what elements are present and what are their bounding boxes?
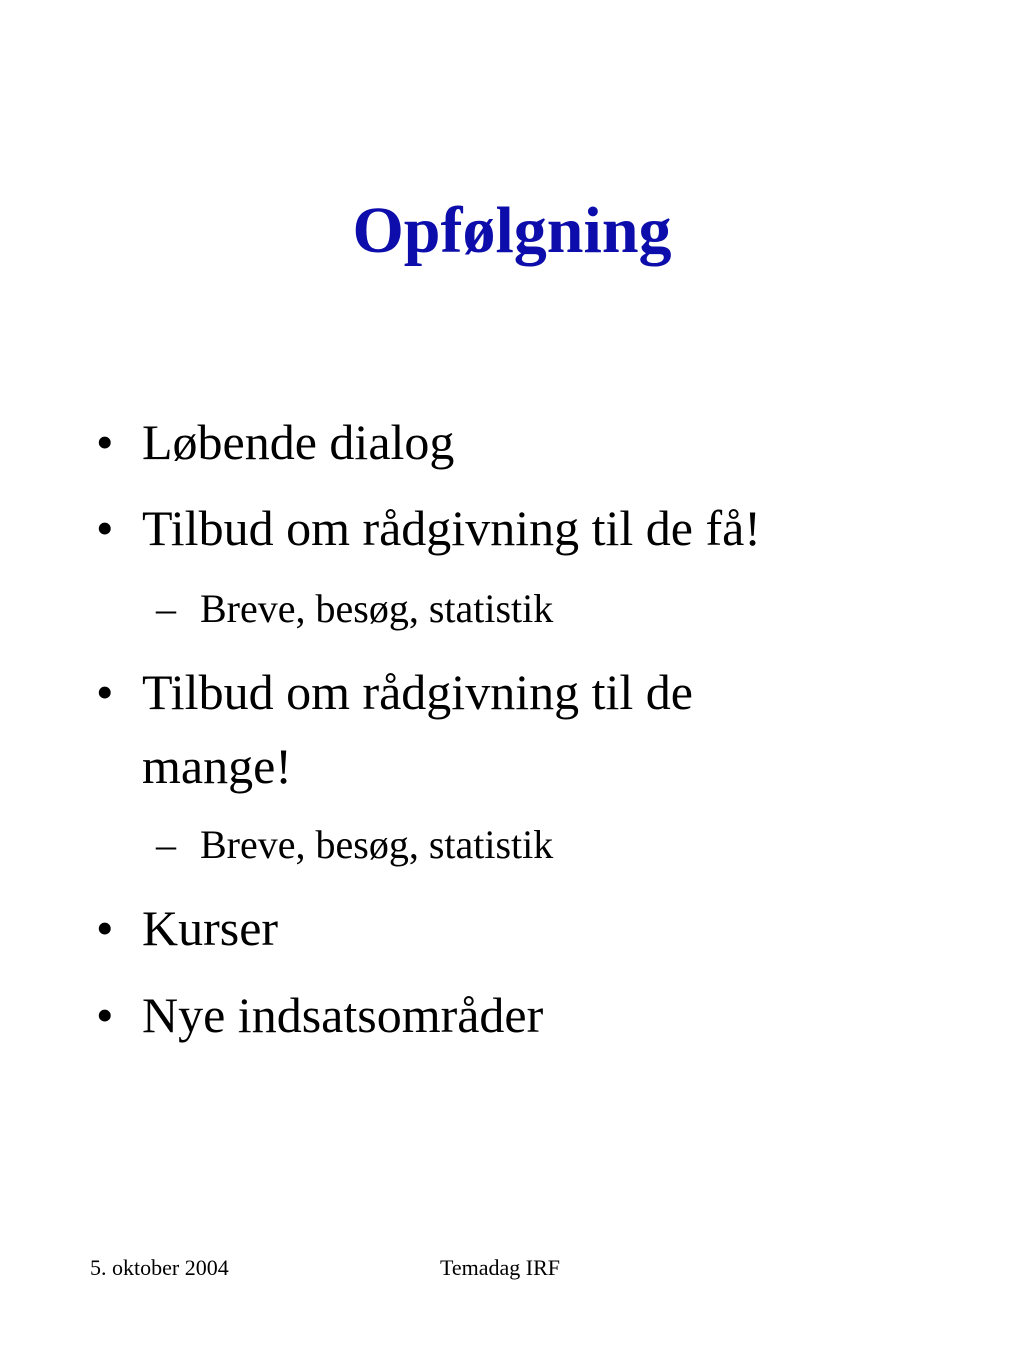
slide-title: Opfølgning (352, 194, 672, 267)
bullet-marker: • (96, 987, 114, 1043)
bullet-item (96, 974, 544, 1056)
sub-bullet-text: Breve, besøg, statistik (200, 586, 554, 631)
bullet-text: Nye indsatsområder (142, 987, 544, 1043)
bullet-item (96, 887, 279, 969)
bullet-text: Tilbud om rådgivning til de få! (142, 500, 761, 556)
bullet-text: Kurser (142, 900, 279, 956)
sub-bullet-text: Breve, besøg, statistik (200, 822, 554, 867)
bullet-item (96, 401, 455, 483)
bullet-item (96, 651, 693, 733)
bullet-marker: • (96, 900, 114, 956)
bullet-text: Løbende dialog (142, 414, 455, 470)
dash-marker: – (156, 586, 176, 631)
bullet-item-continuation (142, 725, 292, 807)
bullet-item (96, 487, 761, 569)
bullet-text: Tilbud om rådgivning til de (142, 664, 693, 720)
bullet-marker: • (96, 500, 114, 556)
footer-date: 5. oktober 2004 (90, 1255, 229, 1280)
footer-event: Temadag IRF (440, 1255, 561, 1280)
bullet-text: mange! (142, 738, 292, 794)
bullet-marker: • (96, 664, 114, 720)
dash-marker: – (156, 822, 176, 867)
sub-bullet-item (156, 820, 554, 870)
bullet-marker: • (96, 414, 114, 470)
sub-bullet-item (156, 584, 554, 634)
